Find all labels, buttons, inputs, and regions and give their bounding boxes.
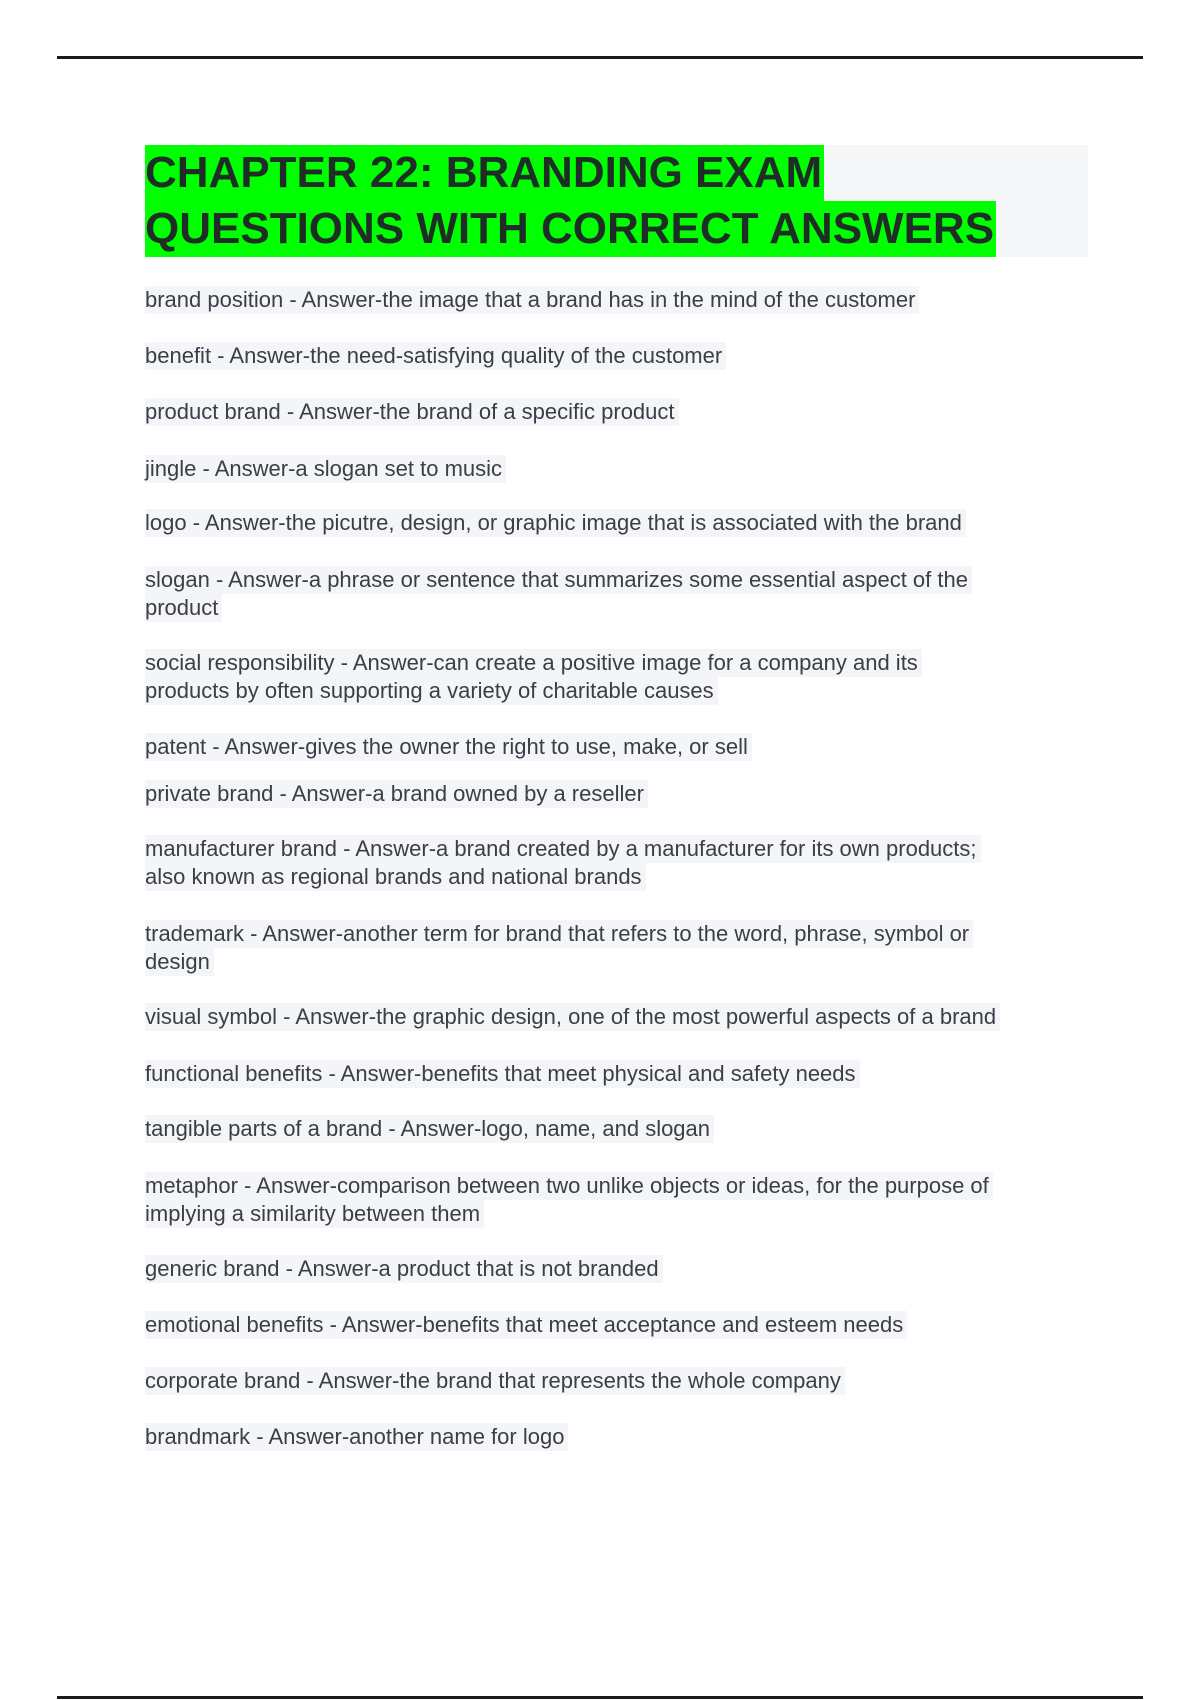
qa-entry xyxy=(145,1423,568,1451)
qa-entry xyxy=(145,1115,714,1143)
qa-text: product brand - Answer-the brand of a specific product xyxy=(145,398,679,426)
qa-entry xyxy=(145,835,981,891)
qa-entry xyxy=(145,566,972,622)
qa-entry xyxy=(145,649,922,705)
qa-text: private brand - Answer-a brand owned by a reseller xyxy=(145,780,648,808)
qa-text-cont: implying a similarity between them xyxy=(145,1200,484,1228)
qa-text-cont: also known as regional brands and national brands xyxy=(145,863,646,891)
qa-text: functional benefits - Answer-benefits that meet physical and safety needs xyxy=(145,1060,860,1088)
qa-entry xyxy=(145,1367,845,1395)
qa-entry xyxy=(145,342,726,370)
qa-text: brandmark - Answer-another name for logo xyxy=(145,1423,568,1451)
qa-entry xyxy=(145,398,679,426)
qa-entry xyxy=(145,455,506,483)
qa-text: trademark - Answer-another term for brand that refers to the word, phrase, symbol or xyxy=(145,920,973,948)
qa-text: slogan - Answer-a phrase or sentence that summarizes some essential aspect of the xyxy=(145,566,972,594)
qa-text: emotional benefits - Answer-benefits that meet acceptance and esteem needs xyxy=(145,1311,907,1339)
qa-text: brand position - Answer-the image that a brand has in the mind of the customer xyxy=(145,286,919,314)
title-line-1: CHAPTER 22: BRANDING EXAM xyxy=(145,145,824,201)
qa-text: corporate brand - Answer-the brand that represents the whole company xyxy=(145,1367,845,1395)
qa-entry xyxy=(145,780,648,808)
qa-entry xyxy=(145,509,966,537)
qa-text: logo - Answer-the picutre, design, or graphic image that is associated with the brand xyxy=(145,509,966,537)
top-rule xyxy=(57,56,1143,59)
qa-entry xyxy=(145,920,973,976)
qa-entry xyxy=(145,1311,907,1339)
page-title xyxy=(145,145,1088,257)
qa-entry xyxy=(145,286,919,314)
qa-text: tangible parts of a brand - Answer-logo, name, and slogan xyxy=(145,1115,714,1143)
qa-text: metaphor - Answer-comparison between two unlike objects or ideas, for the purpose of xyxy=(145,1172,993,1200)
qa-entry xyxy=(145,1060,860,1088)
bottom-rule xyxy=(57,1696,1143,1699)
qa-entry xyxy=(145,733,752,761)
qa-text: social responsibility - Answer-can create a positive image for a company and its xyxy=(145,649,922,677)
qa-entry xyxy=(145,1255,663,1283)
qa-text-cont: products by often supporting a variety of charitable causes xyxy=(145,677,718,705)
qa-text: generic brand - Answer-a product that is not branded xyxy=(145,1255,663,1283)
title-line-2: QUESTIONS WITH CORRECT ANSWERS xyxy=(145,201,996,257)
qa-entry xyxy=(145,1003,1000,1031)
qa-text: benefit - Answer-the need-satisfying quality of the customer xyxy=(145,342,726,370)
qa-entry xyxy=(145,1172,993,1228)
qa-text-cont: product xyxy=(145,594,222,622)
qa-text: jingle - Answer-a slogan set to music xyxy=(145,455,506,483)
qa-text: visual symbol - Answer-the graphic design, one of the most powerful aspects of a brand xyxy=(145,1003,1000,1031)
qa-text: manufacturer brand - Answer-a brand created by a manufacturer for its own products; xyxy=(145,835,981,863)
qa-text-cont: design xyxy=(145,948,214,976)
qa-text: patent - Answer-gives the owner the right to use, make, or sell xyxy=(145,733,752,761)
